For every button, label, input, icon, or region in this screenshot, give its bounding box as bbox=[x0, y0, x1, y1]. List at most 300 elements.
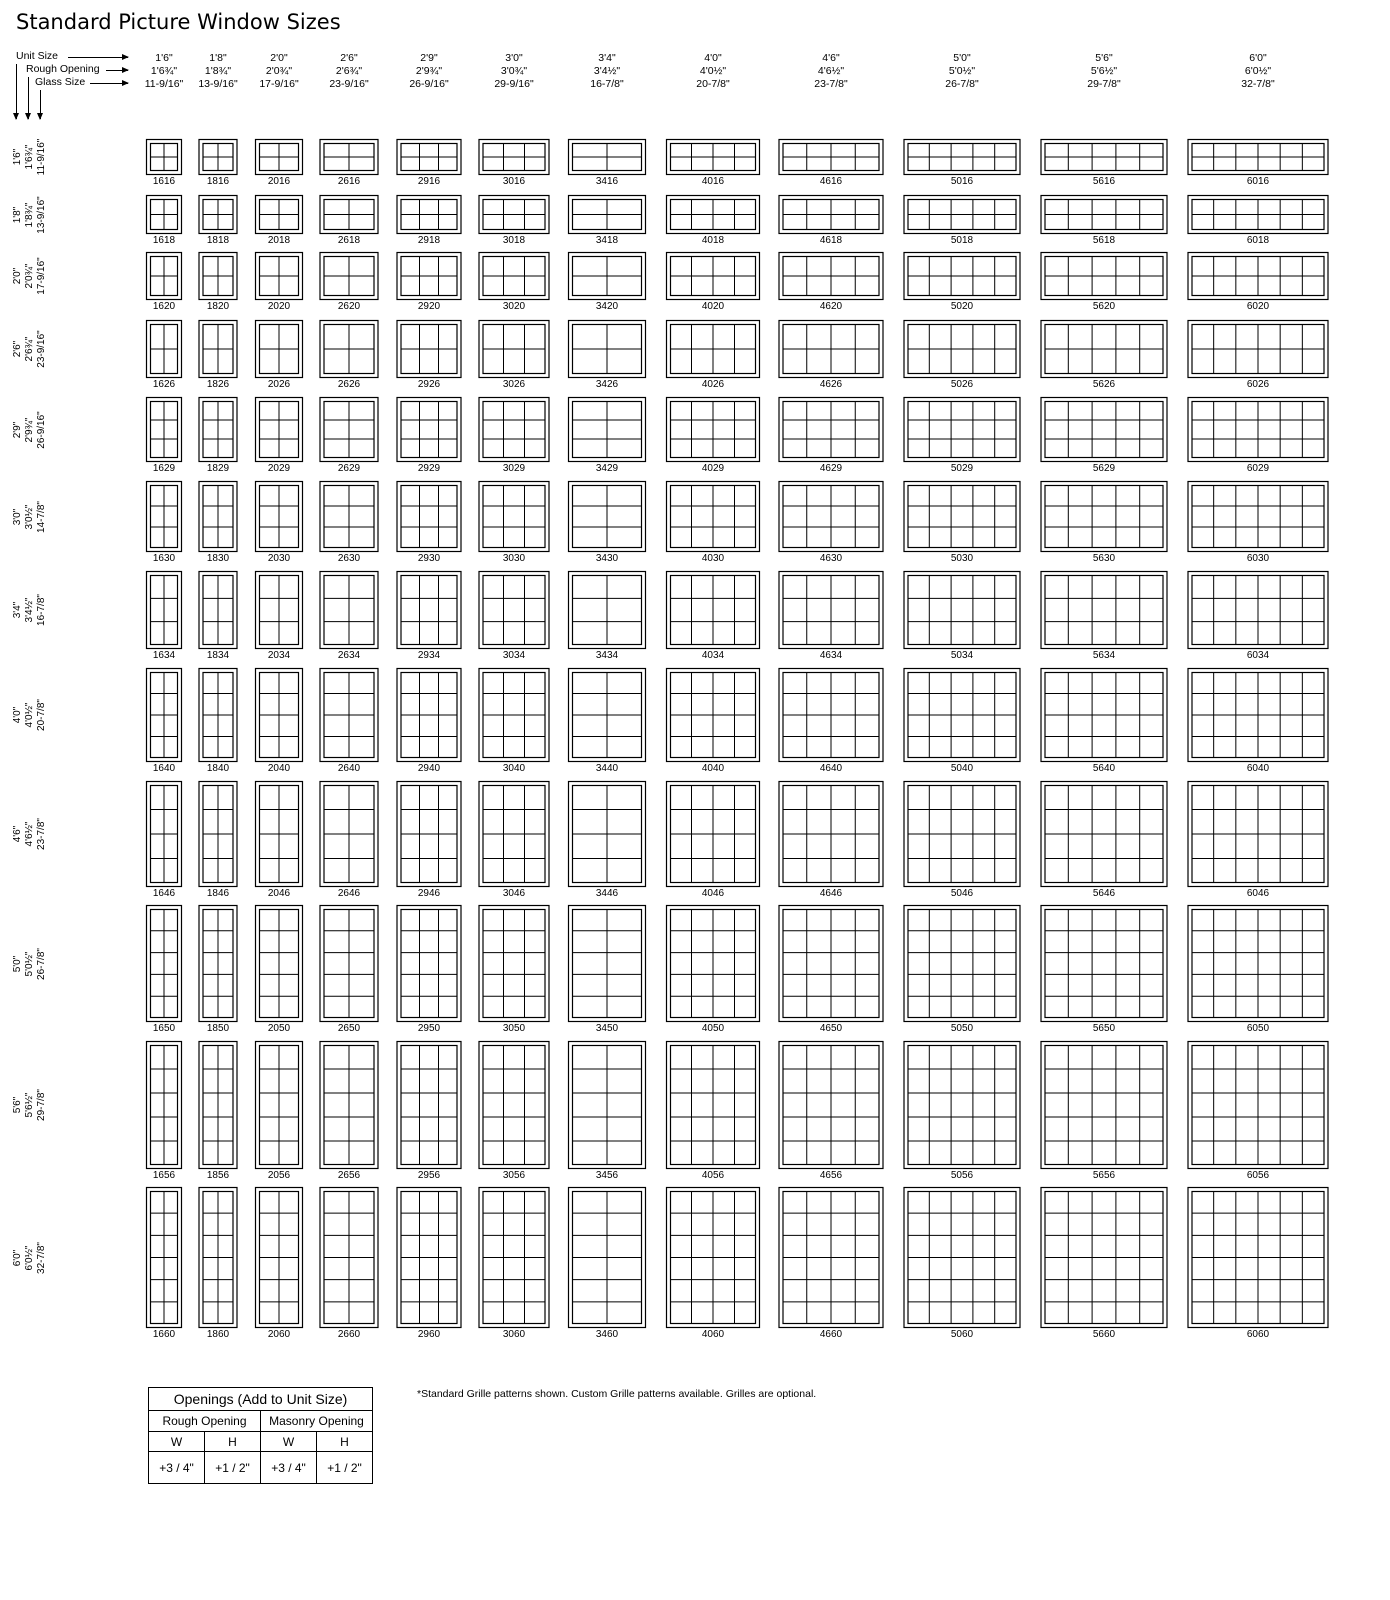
window-code-label: 2918 bbox=[417, 235, 441, 246]
column-unit-label: 6'0" bbox=[1249, 52, 1267, 64]
column-glass-label: 32-7/8" bbox=[1241, 78, 1275, 90]
window-5646 bbox=[1041, 782, 1167, 887]
window-1830 bbox=[199, 482, 237, 552]
row-glass-label: 26-9/16" bbox=[36, 410, 47, 449]
row-rough-label: 1'8¾" bbox=[24, 202, 35, 227]
window-code-label: 1616 bbox=[152, 176, 176, 187]
window-code-label: 3030 bbox=[502, 553, 526, 564]
window-code-label: 2020 bbox=[267, 301, 291, 312]
row-rough-label: 6'0½" bbox=[24, 1245, 35, 1270]
window-2018 bbox=[256, 196, 303, 234]
rough-h-value: +1 / 2" bbox=[205, 1452, 261, 1484]
window-code-label: 1856 bbox=[206, 1170, 230, 1181]
window-code-label: 4634 bbox=[819, 650, 843, 661]
window-code-label: 5620 bbox=[1092, 301, 1116, 312]
window-code-label: 1630 bbox=[152, 553, 176, 564]
window-code-label: 4618 bbox=[819, 235, 843, 246]
window-2929 bbox=[397, 398, 461, 462]
window-code-label: 5046 bbox=[950, 888, 974, 899]
window-5616 bbox=[1041, 140, 1167, 175]
window-4620 bbox=[779, 253, 883, 300]
window-2650 bbox=[320, 906, 378, 1022]
window-4030 bbox=[667, 482, 760, 552]
row-rough-label: 4'0½" bbox=[24, 702, 35, 728]
row-unit-label: 6'0" bbox=[12, 1249, 23, 1266]
window-2626 bbox=[320, 321, 378, 378]
window-3460 bbox=[569, 1188, 646, 1328]
window-code-label: 5034 bbox=[950, 650, 974, 661]
window-2029 bbox=[256, 398, 303, 462]
window-code-label: 4040 bbox=[701, 763, 725, 774]
window-code-label: 3429 bbox=[595, 463, 619, 474]
window-4026 bbox=[667, 321, 760, 378]
window-2960 bbox=[397, 1188, 461, 1328]
window-5650 bbox=[1041, 906, 1167, 1022]
column-glass-label: 13-9/16" bbox=[198, 78, 238, 90]
window-3430 bbox=[569, 482, 646, 552]
window-5660 bbox=[1041, 1188, 1167, 1328]
window-frame bbox=[397, 1042, 461, 1169]
window-frame bbox=[904, 906, 1020, 1022]
column-glass-label: 23-7/8" bbox=[814, 78, 848, 90]
window-code-label: 5626 bbox=[1092, 379, 1116, 390]
window-code-label: 2920 bbox=[417, 301, 441, 312]
column-rough-label: 1'8¾" bbox=[204, 65, 232, 77]
row-unit-label: 2'0" bbox=[12, 267, 23, 285]
window-code-label: 2656 bbox=[337, 1170, 361, 1181]
window-code-label: 4060 bbox=[701, 1329, 725, 1340]
window-code-label: 5040 bbox=[950, 763, 974, 774]
window-1616 bbox=[147, 140, 182, 175]
window-4629 bbox=[779, 398, 883, 462]
row-glass-label: 13-9/16" bbox=[36, 195, 47, 234]
window-code-label: 4050 bbox=[701, 1023, 725, 1034]
window-code-label: 5634 bbox=[1092, 650, 1116, 661]
window-6018 bbox=[1188, 196, 1328, 234]
window-code-label: 4018 bbox=[701, 235, 725, 246]
window-frame bbox=[1041, 482, 1167, 552]
masonry-h-header: H bbox=[317, 1432, 373, 1452]
window-5030 bbox=[904, 482, 1020, 552]
column-rough-label: 2'0¾" bbox=[265, 65, 293, 77]
window-2020 bbox=[256, 253, 303, 300]
window-code-label: 4020 bbox=[701, 301, 725, 312]
window-1850 bbox=[199, 906, 237, 1022]
window-2918 bbox=[397, 196, 461, 234]
window-2629 bbox=[320, 398, 378, 462]
window-6016 bbox=[1188, 140, 1328, 175]
window-2640 bbox=[320, 669, 378, 762]
window-3046 bbox=[479, 782, 549, 887]
window-code-label: 3060 bbox=[502, 1329, 526, 1340]
window-code-label: 5026 bbox=[950, 379, 974, 390]
window-5029 bbox=[904, 398, 1020, 462]
window-code-label: 3018 bbox=[502, 235, 526, 246]
window-code-label: 1620 bbox=[152, 301, 176, 312]
window-code-label: 2618 bbox=[337, 235, 361, 246]
window-4650 bbox=[779, 906, 883, 1022]
window-4016 bbox=[667, 140, 760, 175]
row-glass-label: 20-7/8" bbox=[36, 699, 47, 731]
window-code-label: 2630 bbox=[337, 553, 361, 564]
window-5634 bbox=[1041, 572, 1167, 649]
row-glass-label: 14-7/8" bbox=[36, 500, 47, 533]
window-2934 bbox=[397, 572, 461, 649]
window-2030 bbox=[256, 482, 303, 552]
window-5618 bbox=[1041, 196, 1167, 234]
window-1650 bbox=[147, 906, 182, 1022]
window-2946 bbox=[397, 782, 461, 887]
window-frame bbox=[479, 398, 549, 462]
window-code-label: 5656 bbox=[1092, 1170, 1116, 1181]
window-3018 bbox=[479, 196, 549, 234]
window-frame bbox=[479, 572, 549, 649]
window-code-label: 3029 bbox=[502, 463, 526, 474]
rough-w-header: W bbox=[149, 1432, 205, 1452]
window-frame bbox=[1041, 398, 1167, 462]
window-6060 bbox=[1188, 1188, 1328, 1328]
window-code-label: 2040 bbox=[267, 763, 291, 774]
column-unit-label: 4'6" bbox=[822, 52, 840, 64]
column-rough-label: 6'0½" bbox=[1244, 65, 1272, 77]
column-glass-label: 11-9/16" bbox=[144, 78, 184, 90]
window-5056 bbox=[904, 1042, 1020, 1169]
window-2046 bbox=[256, 782, 303, 887]
window-code-label: 3456 bbox=[595, 1170, 619, 1181]
window-code-label: 5018 bbox=[950, 235, 974, 246]
window-3040 bbox=[479, 669, 549, 762]
window-code-label: 6026 bbox=[1246, 379, 1270, 390]
window-frame bbox=[479, 1042, 549, 1169]
window-5034 bbox=[904, 572, 1020, 649]
window-code-label: 2956 bbox=[417, 1170, 441, 1181]
window-code-label: 1846 bbox=[206, 888, 230, 899]
window-code-label: 5060 bbox=[950, 1329, 974, 1340]
window-3029 bbox=[479, 398, 549, 462]
window-5620 bbox=[1041, 253, 1167, 300]
window-2618 bbox=[320, 196, 378, 234]
window-code-label: 6029 bbox=[1246, 463, 1270, 474]
openings-title: Openings (Add to Unit Size) bbox=[149, 1388, 373, 1411]
window-6029 bbox=[1188, 398, 1328, 462]
window-3450 bbox=[569, 906, 646, 1022]
window-code-label: 4046 bbox=[701, 888, 725, 899]
window-code-label: 4629 bbox=[819, 463, 843, 474]
window-code-label: 3034 bbox=[502, 650, 526, 661]
window-1646 bbox=[147, 782, 182, 887]
window-2950 bbox=[397, 906, 461, 1022]
window-1820 bbox=[199, 253, 237, 300]
column-unit-label: 1'8" bbox=[209, 52, 227, 64]
column-unit-label: 5'0" bbox=[953, 52, 971, 64]
column-rough-label: 4'0½" bbox=[699, 65, 727, 77]
row-rough-label: 2'9¾" bbox=[24, 417, 35, 442]
window-1816 bbox=[199, 140, 237, 175]
window-code-label: 1840 bbox=[206, 763, 230, 774]
window-1846 bbox=[199, 782, 237, 887]
row-unit-label: 3'4" bbox=[12, 601, 23, 619]
window-2634 bbox=[320, 572, 378, 649]
row-rough-label: 2'6¾" bbox=[24, 336, 35, 362]
legend-glass-size: Glass Size bbox=[35, 76, 86, 88]
window-code-label: 6016 bbox=[1246, 176, 1270, 187]
window-code-label: 3040 bbox=[502, 763, 526, 774]
row-rough-label: 3'4½" bbox=[24, 597, 35, 623]
window-code-label: 1634 bbox=[152, 650, 176, 661]
window-5656 bbox=[1041, 1042, 1167, 1169]
window-code-label: 2930 bbox=[417, 553, 441, 564]
window-code-label: 2929 bbox=[417, 463, 441, 474]
row-unit-label: 5'0" bbox=[12, 955, 23, 972]
column-rough-label: 2'9¾" bbox=[415, 65, 443, 77]
column-glass-label: 16-7/8" bbox=[590, 78, 624, 90]
window-2646 bbox=[320, 782, 378, 887]
window-1840 bbox=[199, 669, 237, 762]
rough-opening-header: Rough Opening bbox=[149, 1411, 261, 1432]
window-code-label: 1640 bbox=[152, 763, 176, 774]
window-1856 bbox=[199, 1042, 237, 1169]
openings-table bbox=[148, 1387, 373, 1484]
window-frame bbox=[1041, 906, 1167, 1022]
window-3420 bbox=[569, 253, 646, 300]
window-frame bbox=[479, 482, 549, 552]
window-code-label: 6040 bbox=[1246, 763, 1270, 774]
row-unit-label: 2'9" bbox=[12, 421, 23, 438]
window-2956 bbox=[397, 1042, 461, 1169]
window-code-label: 5029 bbox=[950, 463, 974, 474]
window-code-label: 4630 bbox=[819, 553, 843, 564]
window-2660 bbox=[320, 1188, 378, 1328]
window-5629 bbox=[1041, 398, 1167, 462]
window-4640 bbox=[779, 669, 883, 762]
window-code-label: 2029 bbox=[267, 463, 291, 474]
column-unit-label: 2'0" bbox=[270, 52, 288, 64]
window-6040 bbox=[1188, 669, 1328, 762]
window-code-label: 4056 bbox=[701, 1170, 725, 1181]
window-4060 bbox=[667, 1188, 760, 1328]
window-code-label: 2016 bbox=[267, 176, 291, 187]
legend-unit-size: Unit Size bbox=[16, 50, 59, 62]
window-code-label: 5016 bbox=[950, 176, 974, 187]
row-rough-label: 1'6¾" bbox=[24, 144, 35, 170]
window-code-label: 1656 bbox=[152, 1170, 176, 1181]
window-code-label: 3416 bbox=[595, 176, 619, 187]
window-4046 bbox=[667, 782, 760, 887]
window-code-label: 1860 bbox=[206, 1329, 230, 1340]
row-rough-label: 3'0½" bbox=[24, 504, 35, 529]
window-code-label: 6018 bbox=[1246, 235, 1270, 246]
window-2940 bbox=[397, 669, 461, 762]
column-unit-label: 3'0" bbox=[505, 52, 523, 64]
masonry-h-value: +1 / 2" bbox=[317, 1452, 373, 1484]
window-code-label: 4616 bbox=[819, 176, 843, 187]
window-2034 bbox=[256, 572, 303, 649]
window-code-label: 4656 bbox=[819, 1170, 843, 1181]
window-code-label: 2030 bbox=[267, 553, 291, 564]
window-code-label: 4660 bbox=[819, 1329, 843, 1340]
window-code-label: 1850 bbox=[206, 1023, 230, 1034]
window-code-label: 1626 bbox=[152, 379, 176, 390]
window-4626 bbox=[779, 321, 883, 378]
row-rough-label: 5'6½" bbox=[24, 1092, 35, 1118]
window-code-label: 1650 bbox=[152, 1023, 176, 1034]
window-code-label: 3440 bbox=[595, 763, 619, 774]
window-2916 bbox=[397, 140, 461, 175]
window-code-label: 2050 bbox=[267, 1023, 291, 1034]
window-code-label: 2916 bbox=[417, 176, 441, 187]
window-2630 bbox=[320, 482, 378, 552]
row-unit-label: 1'8" bbox=[12, 206, 23, 223]
window-code-label: 2634 bbox=[337, 650, 361, 661]
window-4618 bbox=[779, 196, 883, 234]
window-code-label: 2934 bbox=[417, 650, 441, 661]
window-1634 bbox=[147, 572, 182, 649]
window-3416 bbox=[569, 140, 646, 175]
masonry-w-header: W bbox=[261, 1432, 317, 1452]
window-3440 bbox=[569, 669, 646, 762]
window-1860 bbox=[199, 1188, 237, 1328]
window-3026 bbox=[479, 321, 549, 378]
masonry-opening-header: Masonry Opening bbox=[261, 1411, 373, 1432]
row-unit-label: 3'0" bbox=[12, 508, 23, 525]
window-code-label: 5050 bbox=[950, 1023, 974, 1034]
window-2930 bbox=[397, 482, 461, 552]
window-3446 bbox=[569, 782, 646, 887]
window-4660 bbox=[779, 1188, 883, 1328]
window-3034 bbox=[479, 572, 549, 649]
window-1620 bbox=[147, 253, 182, 300]
window-frame bbox=[1041, 1042, 1167, 1169]
window-code-label: 5056 bbox=[950, 1170, 974, 1181]
masonry-w-value: +3 / 4" bbox=[261, 1452, 317, 1484]
window-frame bbox=[479, 906, 549, 1022]
window-code-label: 2960 bbox=[417, 1329, 441, 1340]
window-6020 bbox=[1188, 253, 1328, 300]
window-code-label: 5616 bbox=[1092, 176, 1116, 187]
window-frame bbox=[904, 398, 1020, 462]
column-glass-label: 26-7/8" bbox=[945, 78, 979, 90]
row-unit-label: 1'6" bbox=[12, 148, 23, 166]
window-4056 bbox=[667, 1042, 760, 1169]
window-3456 bbox=[569, 1042, 646, 1169]
window-code-label: 2640 bbox=[337, 763, 361, 774]
window-5026 bbox=[904, 321, 1020, 378]
window-code-label: 2060 bbox=[267, 1329, 291, 1340]
window-2616 bbox=[320, 140, 378, 175]
window-code-label: 1829 bbox=[206, 463, 230, 474]
window-2656 bbox=[320, 1042, 378, 1169]
window-4630 bbox=[779, 482, 883, 552]
column-unit-label: 2'6" bbox=[340, 52, 358, 64]
column-glass-label: 29-9/16" bbox=[494, 78, 534, 90]
window-1660 bbox=[147, 1188, 182, 1328]
window-code-label: 2629 bbox=[337, 463, 361, 474]
column-rough-label: 1'6¾" bbox=[150, 65, 178, 77]
window-5018 bbox=[904, 196, 1020, 234]
window-2620 bbox=[320, 253, 378, 300]
window-code-label: 5020 bbox=[950, 301, 974, 312]
window-6034 bbox=[1188, 572, 1328, 649]
window-4616 bbox=[779, 140, 883, 175]
window-code-label: 3016 bbox=[502, 176, 526, 187]
row-rough-label: 2'0¾" bbox=[24, 263, 35, 289]
window-code-label: 1660 bbox=[152, 1329, 176, 1340]
row-glass-label: 23-7/8" bbox=[36, 818, 47, 850]
window-2026 bbox=[256, 321, 303, 378]
column-rough-label: 4'6½" bbox=[817, 65, 845, 77]
window-code-label: 3420 bbox=[595, 301, 619, 312]
window-code-label: 1618 bbox=[152, 235, 176, 246]
window-4040 bbox=[667, 669, 760, 762]
window-5630 bbox=[1041, 482, 1167, 552]
window-frame bbox=[397, 906, 461, 1022]
window-code-label: 4650 bbox=[819, 1023, 843, 1034]
window-5060 bbox=[904, 1188, 1020, 1328]
window-code-label: 2018 bbox=[267, 235, 291, 246]
window-1640 bbox=[147, 669, 182, 762]
column-rough-label: 3'4½" bbox=[593, 65, 621, 77]
window-code-label: 1818 bbox=[206, 235, 230, 246]
window-frame bbox=[904, 572, 1020, 649]
grille-note: *Standard Grille patterns shown. Custom Grille patterns available. Grilles are optional. bbox=[417, 1388, 817, 1400]
window-code-label: 4626 bbox=[819, 379, 843, 390]
window-code-label: 2950 bbox=[417, 1023, 441, 1034]
window-frame bbox=[1041, 572, 1167, 649]
window-code-label: 6056 bbox=[1246, 1170, 1270, 1181]
row-rough-label: 5'0½" bbox=[24, 951, 35, 976]
window-6026 bbox=[1188, 321, 1328, 378]
window-1818 bbox=[199, 196, 237, 234]
window-frame bbox=[397, 572, 461, 649]
window-6046 bbox=[1188, 782, 1328, 887]
window-code-label: 1646 bbox=[152, 888, 176, 899]
window-4018 bbox=[667, 196, 760, 234]
window-2040 bbox=[256, 669, 303, 762]
window-code-label: 4016 bbox=[701, 176, 725, 187]
window-6030 bbox=[1188, 482, 1328, 552]
window-3418 bbox=[569, 196, 646, 234]
window-code-label: 3434 bbox=[595, 650, 619, 661]
window-1629 bbox=[147, 398, 182, 462]
legend-rough-opening: Rough Opening bbox=[26, 63, 100, 75]
window-code-label: 2926 bbox=[417, 379, 441, 390]
window-code-label: 6030 bbox=[1246, 553, 1270, 564]
window-2050 bbox=[256, 906, 303, 1022]
window-5020 bbox=[904, 253, 1020, 300]
window-1834 bbox=[199, 572, 237, 649]
window-code-label: 5030 bbox=[950, 553, 974, 564]
column-rough-label: 5'6½" bbox=[1090, 65, 1118, 77]
window-2056 bbox=[256, 1042, 303, 1169]
window-code-label: 3056 bbox=[502, 1170, 526, 1181]
row-unit-label: 4'6" bbox=[12, 825, 23, 843]
window-code-label: 1834 bbox=[206, 650, 230, 661]
window-4050 bbox=[667, 906, 760, 1022]
row-rough-label: 4'6½" bbox=[24, 821, 35, 847]
row-glass-label: 23-9/16" bbox=[36, 330, 47, 368]
row-glass-label: 26-7/8" bbox=[36, 947, 47, 980]
window-code-label: 4034 bbox=[701, 650, 725, 661]
row-unit-label: 4'0" bbox=[12, 706, 23, 724]
window-code-label: 5630 bbox=[1092, 553, 1116, 564]
window-4029 bbox=[667, 398, 760, 462]
window-5046 bbox=[904, 782, 1020, 887]
window-2920 bbox=[397, 253, 461, 300]
window-3429 bbox=[569, 398, 646, 462]
window-code-label: 2650 bbox=[337, 1023, 361, 1034]
window-code-label: 5650 bbox=[1092, 1023, 1116, 1034]
window-code-label: 6034 bbox=[1246, 650, 1270, 661]
